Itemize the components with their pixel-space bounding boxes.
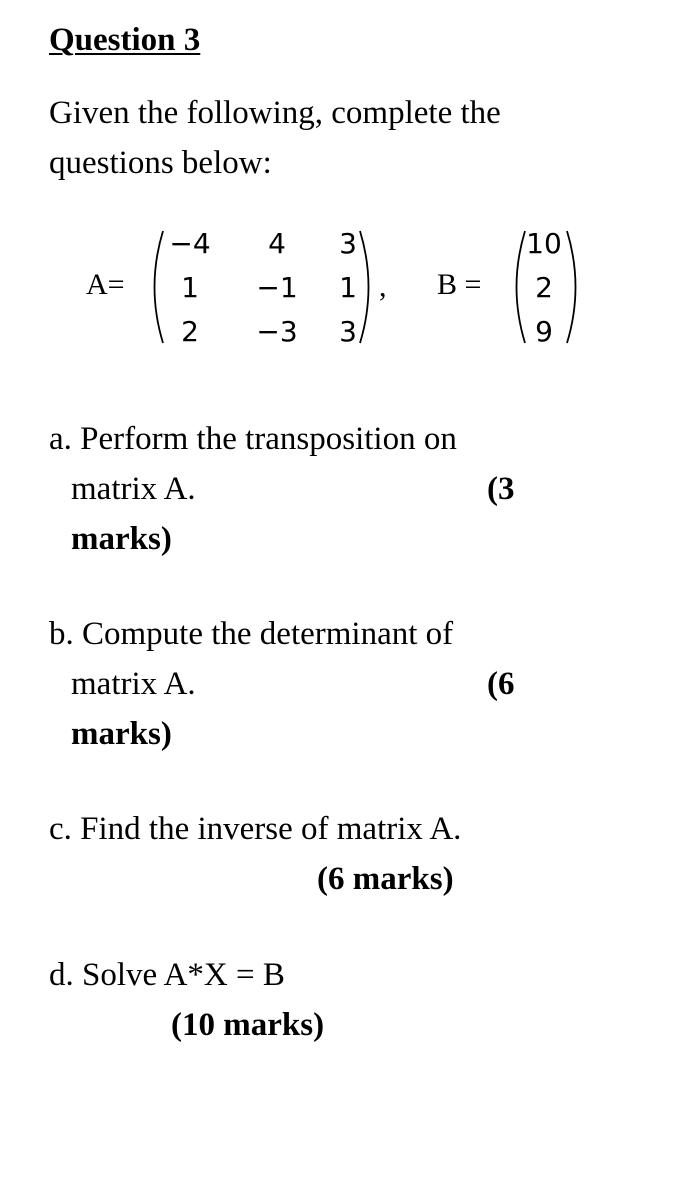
question-d-marks: (10 marks) bbox=[171, 1007, 325, 1043]
question-a-marks-cont: marks) bbox=[71, 521, 172, 557]
question-b-marks: (6 bbox=[487, 666, 515, 702]
matrix-b-label: B = bbox=[437, 268, 482, 301]
matrix-separator: , bbox=[379, 270, 387, 303]
question-d-text: d. Solve A*X = B bbox=[49, 957, 285, 993]
matrix-b-cell: 2 bbox=[535, 271, 553, 304]
matrix-a-cell: −4 bbox=[169, 227, 211, 260]
matrix-a-cell: 2 bbox=[181, 315, 199, 348]
intro-line-2: questions below: bbox=[49, 145, 272, 181]
question-a-marks: (3 bbox=[487, 471, 515, 507]
matrix-b-cell: 10 bbox=[526, 227, 562, 260]
question-c-text: c. Find the inverse of matrix A. bbox=[49, 811, 462, 847]
matrix-a-cell: −3 bbox=[256, 315, 298, 348]
matrix-a-cell: 1 bbox=[181, 271, 199, 304]
matrix-a-cell: 1 bbox=[339, 271, 357, 304]
question-heading: Question 3 bbox=[49, 22, 201, 58]
question-a-text-cont: matrix A. bbox=[71, 471, 196, 507]
matrix-a-label: A= bbox=[86, 268, 125, 301]
question-b-text-cont: matrix A. bbox=[71, 666, 196, 702]
matrix-a-cell: 3 bbox=[339, 315, 357, 348]
matrix-a-cell: 3 bbox=[339, 227, 357, 260]
matrix-b-cell: 9 bbox=[535, 315, 553, 348]
matrix-a-cell: −1 bbox=[256, 271, 298, 304]
question-c-marks: (6 marks) bbox=[317, 861, 454, 897]
matrix-a-right-paren bbox=[356, 228, 380, 346]
matrix-a-cell: 4 bbox=[268, 227, 286, 260]
matrix-b-right-paren bbox=[563, 228, 587, 346]
intro-line-1: Given the following, complete the bbox=[49, 95, 501, 131]
question-a-text: a. Perform the transposition on bbox=[49, 421, 457, 457]
question-b-text: b. Compute the determinant of bbox=[49, 616, 454, 652]
question-b-marks-cont: marks) bbox=[71, 716, 172, 752]
